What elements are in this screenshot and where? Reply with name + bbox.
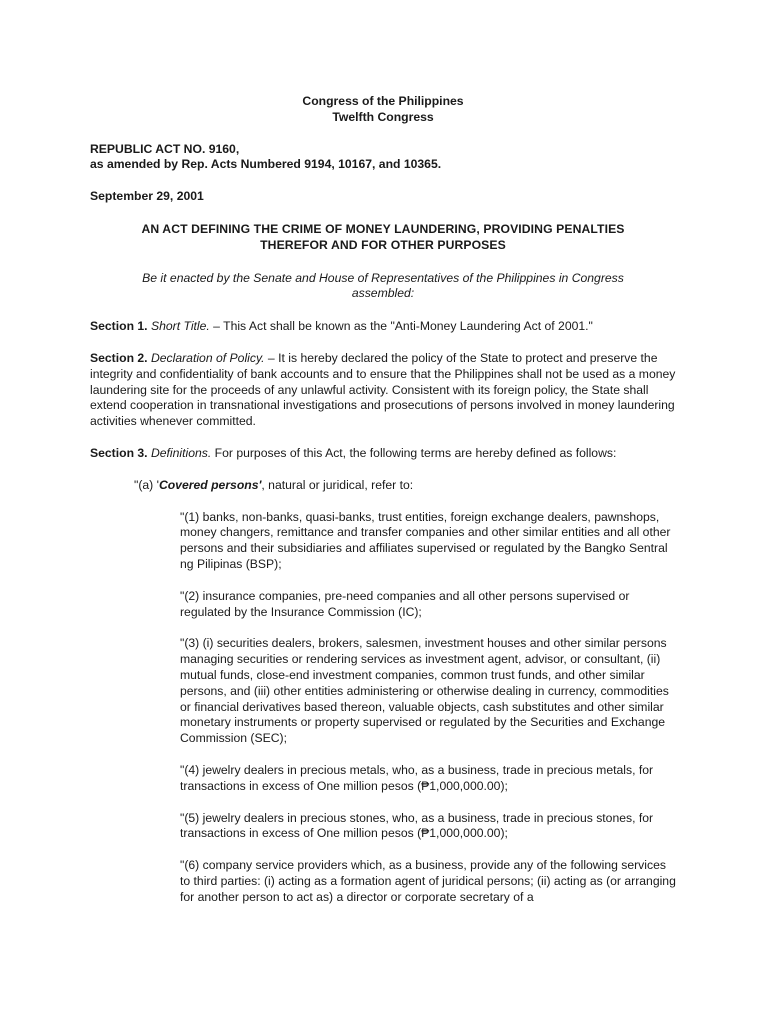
- definition-a-term: Covered persons': [158, 477, 262, 492]
- section-2-text: – It is hereby declared the policy of the State to protect and preserve the integrity and confidentiality of bank accounts and to ensure that the Philippines shall not be used as a money laundering site for the proceeds of any unlawful activity. Consistent with its foreign policy, the State shall extend cooperation in transnational investigations and prosecutions of persons involved in money laundering activities whenever committed.: [90, 350, 676, 429]
- definition-a: [134, 478, 676, 494]
- enacting-clause-line-1: Be it enacted by the Senate and House of Representatives of the Philippines in Congress: [142, 270, 624, 285]
- definition-a-prefix: "(a) ': [134, 477, 159, 492]
- enacting-clause: [90, 271, 676, 303]
- document-header: [90, 94, 676, 126]
- act-date-text: September 29, 2001: [90, 189, 204, 204]
- definition-item-5: "(5) jewelry dealers in precious stones, who, as a business, trade in precious stones, for transactions in excess of One million pesos (₱1,000,000.00);: [180, 810, 654, 841]
- act-number-block: [90, 142, 676, 174]
- act-title-line-1: AN ACT DEFINING THE CRIME OF MONEY LAUNDERING, PROVIDING PENALTIES: [141, 221, 625, 236]
- section-2: [90, 351, 676, 430]
- section-2-heading: Declaration of Policy.: [150, 350, 265, 365]
- definition-item-2: "(2) insurance companies, pre-need companies and all other persons supervised or regulated by the Insurance Commission (IC);: [180, 588, 630, 619]
- enacting-clause-line-2: assembled:: [351, 286, 415, 301]
- act-title: [90, 222, 676, 254]
- document-body: [90, 94, 676, 921]
- definition-a-text: , natural or juridical, refer to:: [261, 477, 414, 492]
- act-title-line-2: THEREFOR AND FOR OTHER PURPOSES: [260, 237, 506, 252]
- header-congress-number: Twelfth Congress: [332, 109, 434, 124]
- section-3: [90, 446, 676, 462]
- section-3-text: For purposes of this Act, the following terms are hereby defined as follows:: [211, 445, 617, 460]
- section-1-label: Section 1.: [90, 319, 148, 334]
- act-date: [90, 189, 676, 205]
- section-1-text: – This Act shall be known as the "Anti-Money Laundering Act of 2001.": [209, 319, 593, 334]
- definition-item-1: "(1) banks, non-banks, quasi-banks, trust entities, foreign exchange dealers, pawnshops, money changers, remittance and transfer companies and other similar entities and all other persons and their subsidiaries and affiliates supervised or regulated by the Bangko Sentral ng Pilipinas (BSP);: [180, 509, 671, 571]
- header-congress: Congress of the Philippines: [302, 94, 464, 108]
- act-number: REPUBLIC ACT NO. 9160,: [90, 141, 240, 156]
- section-2-label: Section 2.: [90, 350, 148, 365]
- section-3-label: Section 3.: [90, 445, 148, 460]
- section-1: [90, 319, 676, 335]
- section-1-heading: Short Title.: [150, 319, 210, 334]
- definition-item-4: "(4) jewelry dealers in precious metals, who, as a business, trade in precious metals, for transactions in excess of One million pesos (₱1,000,000.00);: [180, 762, 654, 793]
- section-3-heading: Definitions.: [150, 445, 212, 460]
- act-amendments: as amended by Rep. Acts Numbered 9194, 10167, and 10365.: [90, 157, 442, 172]
- definition-item-3: "(3) (i) securities dealers, brokers, salesmen, investment houses and other similar persons managing securities or rendering services as investment agent, advisor, or consultant, (ii) mutual funds, close-end investment companies, common trust funds, and other similar persons, and (iii) other entities administering or otherwise dealing in currency, commodities or financial derivatives based thereon, valuable objects, cash substitutes and other similar monetary instruments or property supervised or regulated by the Securities and Exchange Commission (SEC);: [180, 636, 669, 746]
- definition-item-6: "(6) company service providers which, as a business, provide any of the following services to third parties: (i) acting as a formation agent of juridical persons; (ii) acting as (or arranging for another person to act as) a director or corporate secretary of a: [180, 858, 676, 904]
